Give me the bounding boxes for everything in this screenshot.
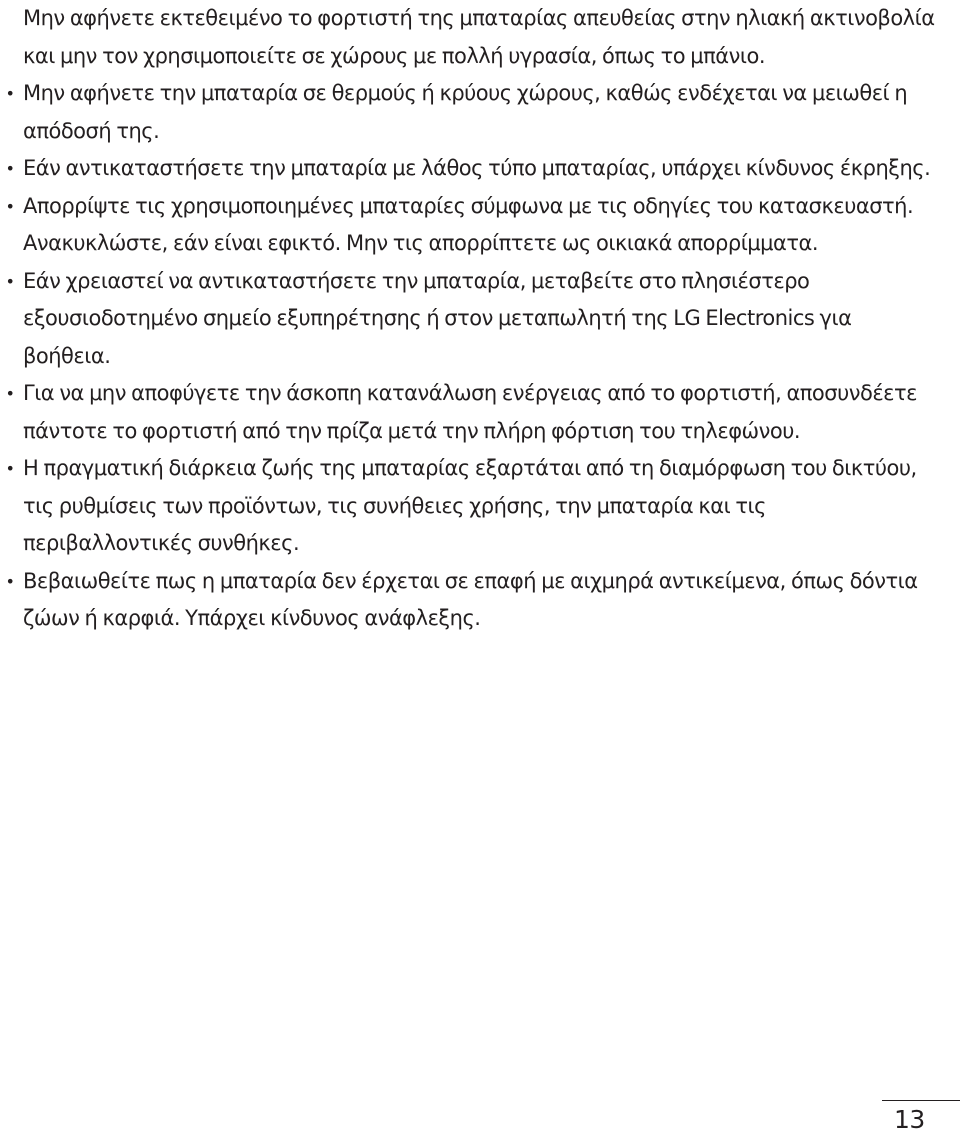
page-footer <box>882 1100 960 1140</box>
list-item <box>0 563 960 638</box>
list-item-text: Απορρίψτε τις χρησιμοποιημένες μπαταρίες σύμφωνα με τις οδηγίες του κατασκευαστή. Ανακυκλώστε, εάν είναι εφικτό. Μην τις απορρίπτετε ως οικιακά απορρίμματα. <box>23 193 914 255</box>
bullet-marker: • <box>5 159 15 178</box>
bullet-marker: • <box>5 84 15 103</box>
bullet-marker: • <box>5 571 15 591</box>
list-item <box>0 450 960 563</box>
bullet-marker: • <box>5 196 15 216</box>
bullet-marker: • <box>5 271 15 291</box>
list-item-text: Για να μην αποφύγετε την άσκοπη κατανάλωση ενέργειας από το φορτιστή, αποσυνδέετε πάντοτε το φορτιστή από την πρίζα μετά την πλήρη φόρτιση του τηλεφώνου. <box>23 381 918 443</box>
list-item <box>0 0 960 75</box>
list-item-text: Εάν χρειαστεί να αντικαταστήσετε την μπαταρία, μεταβείτε στο πλησιέστερο εξουσιοδοτημένο σημείο εξυπηρέτησης ή στον μεταπωλητή της LG Electronics για βοήθεια. <box>23 268 852 368</box>
list-item <box>0 375 960 450</box>
list-item-text: Η πραγματική διάρκεια ζωής της μπαταρίας εξαρτάται από τη διαμόρφωση του δικτύου, τις ρυθμίσεις των προϊόντων, τις συνήθειες χρήσης, την μπαταρία και τις περιβαλλοντικές συνθήκες. <box>23 456 917 555</box>
list-item-text: Μην αφήνετε την μπαταρία σε θερμούς ή κρύους χώρους, καθώς ενδέχεται να μειωθεί η απόδοσή της. <box>23 81 908 143</box>
list-item-text: Μην αφήνετε εκτεθειμένο το φορτιστή της μπαταρίας απευθείας στην ηλιακή ακτινοβολία και μην τον χρησιμοποιείτε σε χώρους με πολλή υγρασία, όπως το μπάνιο. <box>23 6 935 68</box>
list-item <box>0 188 960 263</box>
bullet-marker: • <box>5 384 15 403</box>
list-item-text: Βεβαιωθείτε πως η μπαταρία δεν έρχεται σε επαφή με αιχμηρά αντικείμενα, όπως δόντια ζώων ή καρφιά. Υπάρχει κίνδυνος ανάφλεξης. <box>23 568 918 630</box>
list-item-text: Εάν αντικαταστήσετε την μπαταρία με λάθος τύπο μπαταρίας, υπάρχει κίνδυνος έκρηξης. <box>23 156 931 180</box>
bullet-marker: • <box>5 459 15 478</box>
list-item <box>0 263 960 376</box>
list-item <box>0 150 960 188</box>
page-number: 13 <box>894 1105 925 1134</box>
list-item <box>0 75 960 150</box>
